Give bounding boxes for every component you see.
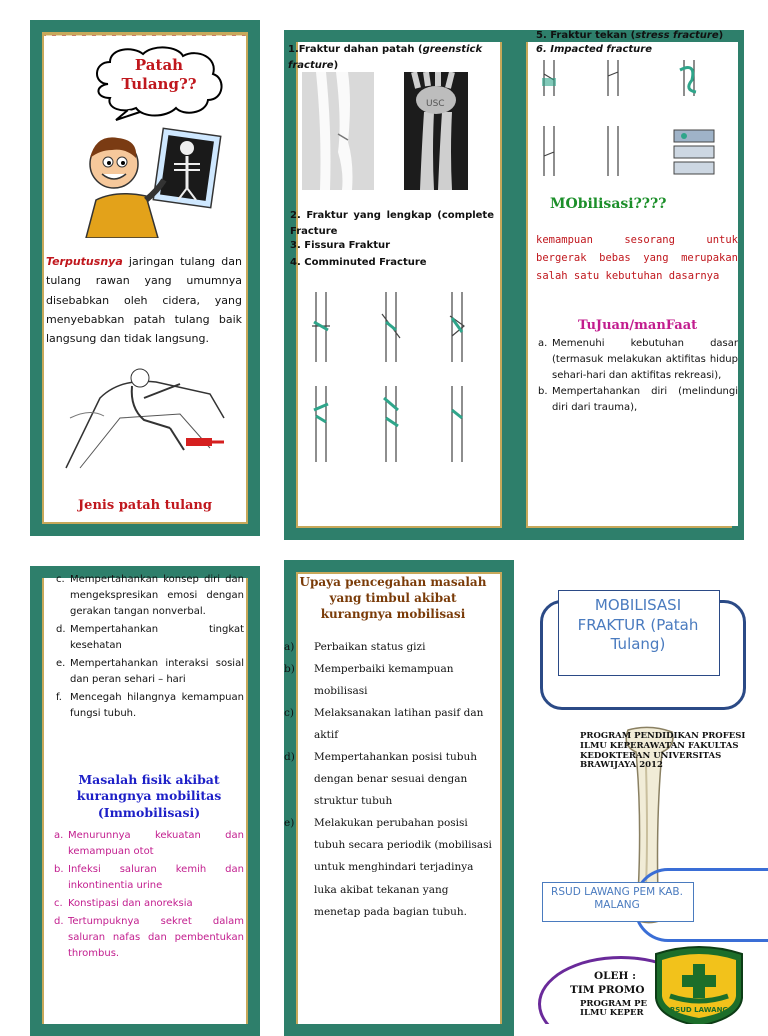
author-program: PROGRAM PE ILMU KEPER bbox=[580, 999, 648, 1019]
logo-caption: RSUD LAWANG bbox=[669, 1006, 729, 1014]
fracture-definition bbox=[46, 252, 242, 348]
program-text: PROGRAM PENDIDIKAN PROFESI ILMU KEPERAWATAN FAKULTAS KEDOKTERAN UNIVERSITAS BRAWIJAYA 2012 bbox=[580, 731, 746, 771]
car-accident-illustration bbox=[60, 358, 230, 476]
prevention-heading: Upaya pencegahan masalah yang timbul akibat kurangnya mobilisasi bbox=[299, 575, 487, 622]
prevention-item-e: e) Melakukan perubahan posisi tubuh secara periodik (mobilisasi untuk menghindari terjadinya luka akibat tekanan yang menetap pada bagian tubuh. bbox=[284, 817, 492, 918]
immobilization-problems-list bbox=[54, 828, 244, 962]
stress-impacted-fracture-diagram bbox=[534, 56, 734, 186]
purpose-item-f: f. Mencegah hilangnya kemampuan fungsi tubuh. bbox=[56, 692, 244, 719]
xray-label: USC bbox=[426, 99, 445, 109]
purpose-item-b: b. Mempertahankan diri (melindungi diri dari trauma), bbox=[538, 386, 738, 413]
immobilization-heading: Masalah fisik akibat kurangnya mobilitas (Immobilisasi) bbox=[76, 772, 222, 820]
wrist-xray-image bbox=[404, 72, 468, 190]
purpose-item-d: d. Mempertahankan tingkat kesehatan bbox=[56, 624, 244, 651]
problem-item-a: a. Menurunnya kekuatan dan kemampuan otot bbox=[54, 830, 244, 857]
panel-6-cover bbox=[530, 560, 768, 1024]
panel-1 bbox=[44, 36, 246, 522]
fracture-type-5: 5. Fraktur tekan (stress fracture) bbox=[536, 30, 724, 41]
hospital-text: RSUD LAWANG PEM KAB. MALANG bbox=[551, 886, 683, 912]
fracture-types-heading: Jenis patah tulang bbox=[78, 498, 212, 513]
purpose-list-continued bbox=[56, 572, 244, 722]
brochure-title: MOBILISASI FRAKTUR (Patah Tulang) bbox=[577, 596, 699, 653]
panel-4 bbox=[44, 574, 246, 1024]
mobilization-heading: MObilisasi???? bbox=[550, 196, 667, 212]
prevention-item-c: c) Melaksanakan latihan pasif dan aktif bbox=[284, 707, 484, 742]
fracture-type-3: 3. Fissura Fraktur bbox=[290, 240, 391, 251]
fracture-type-2: 2. Fraktur yang lengkap (complete Fracture bbox=[290, 210, 494, 237]
definition-term: Terputusnya bbox=[46, 255, 123, 268]
problem-item-d: d. Tertumpuknya sekret dalam saluran nafas dan pembentukan thrombus. bbox=[54, 916, 244, 959]
purpose-item-a: a. Memenuhi kebutuhan dasar (termasuk melakukan aktifitas hidup sehari-hari dan aktifitas rekreasi), bbox=[538, 338, 738, 381]
panel-2 bbox=[288, 42, 500, 526]
purpose-heading: TuJuan/manFaat bbox=[578, 318, 698, 333]
prevention-item-a: a) Perbaikan status gizi bbox=[284, 641, 426, 653]
definition-text: jaringan tulang dan tulang rawan yang umumnya disebabkan oleh cidera, yang menyebabkan patah tulang baik langsung dan tidak langsung. bbox=[46, 255, 242, 345]
bubble-text: Patah Tulang?? bbox=[121, 56, 197, 93]
mobilization-definition: kemampuan sesorang untuk bergerak bebas yang merupakan salah satu kebutuhan dasarnya bbox=[536, 234, 738, 282]
author-label: OLEH : bbox=[594, 970, 636, 982]
rsud-lawang-logo bbox=[650, 944, 748, 1024]
purpose-list bbox=[538, 336, 738, 416]
fracture-type-1: 1.Fraktur dahan patah (greenstick fracture) bbox=[288, 44, 483, 71]
purpose-item-c: c. Mempertahankan konsep diri dan mengekspresikan emosi dengan gerakan tangan nonverbal. bbox=[56, 574, 244, 617]
fracture-type-6: 6. Impacted fracture bbox=[536, 44, 652, 55]
problem-item-b: b. Infeksi saluran kemih dan inkontinentia urine bbox=[54, 864, 244, 891]
panel-5 bbox=[284, 574, 500, 1024]
purpose-item-e: e. Mempertahankan interaksi sosial dan peran sehari – hari bbox=[56, 658, 244, 685]
problem-item-c: c. Konstipasi dan anoreksia bbox=[54, 898, 193, 909]
prevention-list bbox=[284, 636, 494, 923]
prevention-item-d: d) Mempertahankan posisi tubuh dengan benar sesuai dengan struktur tubuh bbox=[284, 751, 477, 808]
greenstick-xray-image bbox=[302, 72, 374, 190]
fracture-types-diagram bbox=[302, 286, 492, 466]
author-team: TIM PROMO bbox=[570, 984, 645, 996]
panel-3 bbox=[528, 30, 738, 526]
prevention-item-b: b) Memperbaiki kemampuan mobilisasi bbox=[284, 663, 454, 698]
cartoon-man-xray-illustration bbox=[66, 120, 226, 238]
fracture-type-4: 4. Comminuted Fracture bbox=[290, 257, 427, 268]
